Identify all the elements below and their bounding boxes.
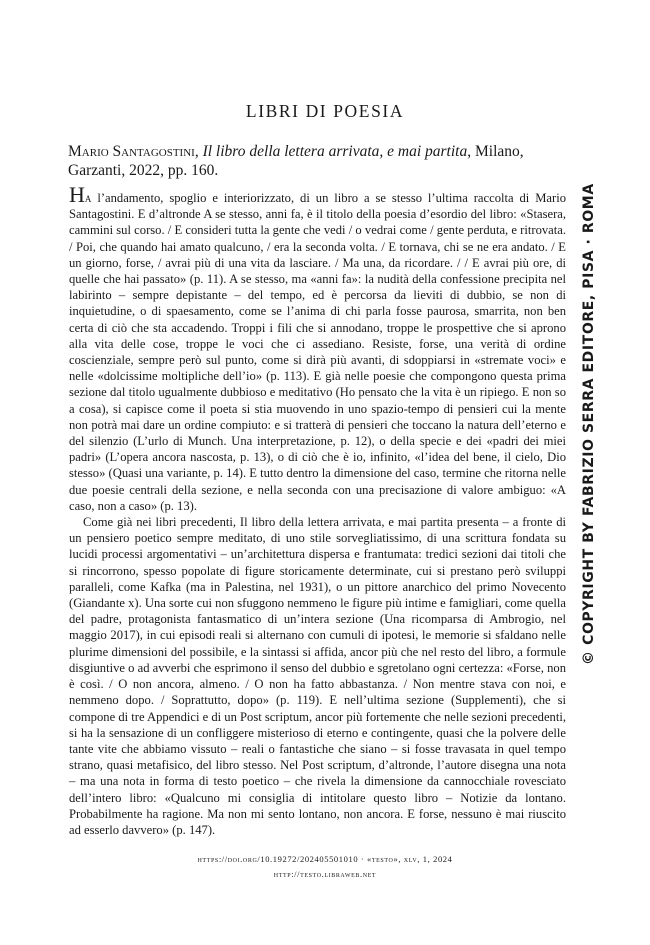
footer-website — [0, 869, 650, 879]
footer-doi-text: https://doi.org/10.19272/202405501010 · «testo», xlv, 1, 2024 — [197, 854, 453, 864]
drop-cap: H — [69, 182, 85, 207]
book-citation — [68, 142, 566, 180]
copyright-notice: © COPYRIGHT BY FABRIZIO SERRA EDITORE, PISA · ROMA — [581, 183, 597, 665]
citation-details: , Milano, Garzanti, 2022, pp. 160. — [68, 143, 524, 179]
review-body — [69, 182, 566, 838]
citation-separator: , — [194, 143, 203, 160]
citation-author: Mario Santagostini — [68, 143, 195, 160]
footer-website-text: http://testo.libraweb.net — [273, 869, 377, 879]
paragraph-1-text: l’andamento, spoglio e interiorizzato, di un libro a se stesso l’ultima raccolta di Mario Santagostini. E d’altronde A se stesso, anni fa, è il titolo della poesia d’esordio del libro: «Stasera, cammini sul corso. / E consideri tutta la gente che vedi / o vedrai come / gente perduta, e ritrovata. / Poi, che quando hai amato qualcuno, / era la seconda volta. / E tornava, chi se ne era andato. / E un giorno, forse, / avrai più di una vita da lasciare. / Ma una, da ricordare. / / E avrai più ore, di quelle che hai passato» (p. 11). A se stesso, ma «anni fa»: la nudità della confessione precipita nel labirinto – sempre depistante – del tempo, ed è percorsa da lieviti di dubbio, se non di inquietudine, o di spaesamento, come se l’anima di chi parla fosse paurosa, smarrita, non ben certa di ciò che sta accadendo. Troppi i fili che si annodano, troppe le prospettive che si aprono alla vita delle cose, troppe le voci che ci assediano. Resiste, forse, una verità di ordine coscienziale, sempre però sul punto, come si dirà più avanti, di sdoppiarsi in «stremate voci» e nelle «dolcissime moltipliche dell’io» (p. 113). E già nelle poesie che compongono questa prima sezione dal titolo ugualmente dubbioso e meditativo (Ho pensato che la vita è un ripiego. E non so a cosa), si capisce come il poeta si stia muovendo in uno spazio-tempo di pensieri cui la mente non potrà mai dare un ordine compiuto: e si tratterà di pensieri che toccano la natura dell’eterno e del silenzio (L’urlo di Munch. Una interpretazione, p. 12), o della specie e dei «padri dei miei padri» (L’opera ancora nascosta, p. 13), o di ciò che è io, infinito, «l’idea del bene, il cielo, Dio stesso» (Quasi una variante, p. 14). E tutto dentro la dimensione del caso, termine che ritorna nelle due poesie centrali della sezione, e nella seconda con una precisazione di valore ambiguo: «A caso, non a caso» (p. 13). — [69, 191, 566, 513]
footer-doi — [0, 854, 650, 864]
paragraph-2: Come già nei libri precedenti, Il libro della lettera arrivata, e mai partita presenta – a fronte di un pensiero poetico sempre meditato, di uno stile sorvegliatissimo, di una scrittura fondata su lucidi processi argomentativi – un’architettura dispersa e frantumata: tredici sezioni dai titoli che si rincorrono, spesso popolate di figure storicamente determinate, cui si prestano però sviluppi paralleli, come Kafka (ma in Palestina, nel 1931), o un pittore anarchico del primo Novecento (Giandante x). Una sorte cui non sfuggono nemmeno le figure più intime e famigliari, come quella del padre, protagonista fantasmatico di un’intera sezione (Una ricomparsa di Ambrogio, nel maggio 2017), in cui episodi reali si alternano con cumuli di ipotesi, le memorie si sfaldano nelle plurime dimensioni del possibile, e la sintassi si affida, ancor più che nel resto del libro, a formule disgiuntive o ad avverbi che esprimono il senso del dubbio e sgretolano ogni certezza: «Forse, non è così. / O non ancora, almeno. / O non ha fatto abbastanza. / Non mentre stava con noi, e nemmeno dopo. / Soprattutto, dopo» (p. 119). E nell’ultima sezione (Supplementi), che si compone di tre Appendici e di un Post scriptum, ancor più fortemente che nelle sezioni precedenti, si ha la sensazione di un confliggere misterioso di eterno e contingente, quasi che la polvere delle tante vite che abbiamo vissuto – reali o fantastiche che siano – si fosse travasata in quel tempo strano, quasi metafisico, del libro stesso. Nel Post scriptum, d’altronde, l’autore disegna una nota – ma una nota in forma di testo poetico – che rivela la dimensione da cannocchiale rovesciato dell’intero libro: «Qualcuno mi consiglia di intitolare questo libro – Notizie da lontano. Probabilmente ha ragione. Ma non mi sento lontano, non ancora. E forse, nessuno è mai riuscito ad esserlo davvero» (p. 147). — [69, 515, 566, 837]
section-title: LIBRI DI POESIA — [245, 101, 405, 121]
citation-book-title: Il libro della lettera arrivata, e mai partita — [202, 143, 468, 160]
paragraph-1 — [69, 182, 566, 514]
drop-cap-small: a — [84, 191, 92, 205]
